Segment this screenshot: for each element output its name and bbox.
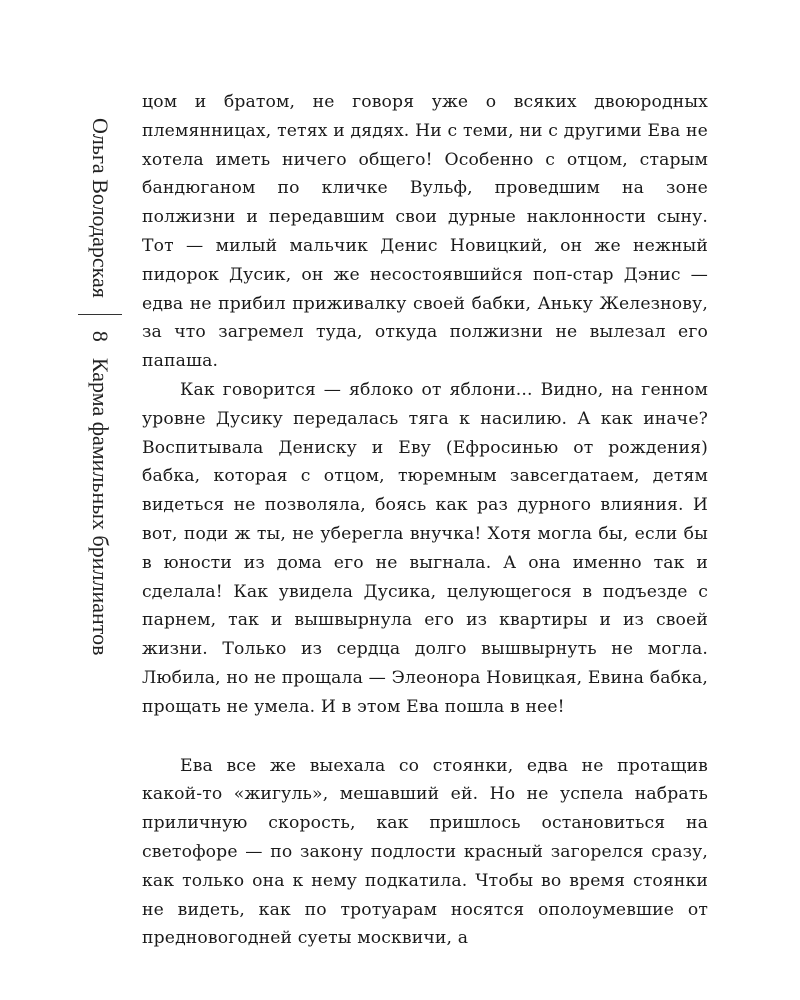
book-title: Карма фамильных бриллиантов: [88, 357, 113, 656]
paragraph-2: Как говорится — яблоко от яблони... Видно, на генном уровне Дусику передалась тяга к насилию. А как иначе? Воспитывала Дениску и Еву (Ефросинью от рождения) бабка, которая с отцом, тюремным завсегдатаем, детям видеться не позволяла, боясь как раз дурного влияния. И вот, поди ж ты, не уберегла внучка! Хотя могла бы, если бы в юности из дома его не выгнала. А она именно так и сделала! Как увидела Дусика, целующегося в подъезде с парнем, так и вышвырнула его из квартиры и из своей жизни. Только из сердца долго вышвырнуть не могла. Любила, но не прощала — Элеонора Новицкая, Евина бабка, прощать не умела. И в этом Ева пошла в нее!: [142, 379, 708, 717]
body-text: [142, 88, 708, 953]
running-header-rotated: [70, 118, 130, 718]
paragraph-1: цом и братом, не говоря уже о всяких двоюродных племянницах, тетях и дядях. Ни с теми, ни с другими Ева не хотела иметь ничего общего! Особенно с отцом, старым бандюганом по кличке Вульф, проведшим на зоне полжизни и передавшим свои дурные наклонности сыну. Тот — милый мальчик Денис Новицкий, он же нежный пидорок Дусик, он же несостоявшийся поп-стар Дэнис — едва не прибил приживалку своей бабки, Аньку Железнову, за что загремел туда, откуда полжизни не вылезал его папаша.: [142, 92, 708, 372]
page-number: 8: [88, 330, 113, 342]
running-header: [70, 118, 130, 718]
author-name: Ольга Володарская: [88, 118, 113, 298]
paragraph-3: Ева все же выехала со стоянки, едва не протащив какой-то «жигуль», мешавший ей. Но не успела набрать приличную скорость, как пришлось остановиться на светофоре — по закону подлости красный загорелся сразу, как только она к нему подкатила. Чтобы во время стоянки не видеть, как по тротуарам носятся ополоумевшие от предновогодней суеты москвичи, а: [142, 755, 708, 949]
